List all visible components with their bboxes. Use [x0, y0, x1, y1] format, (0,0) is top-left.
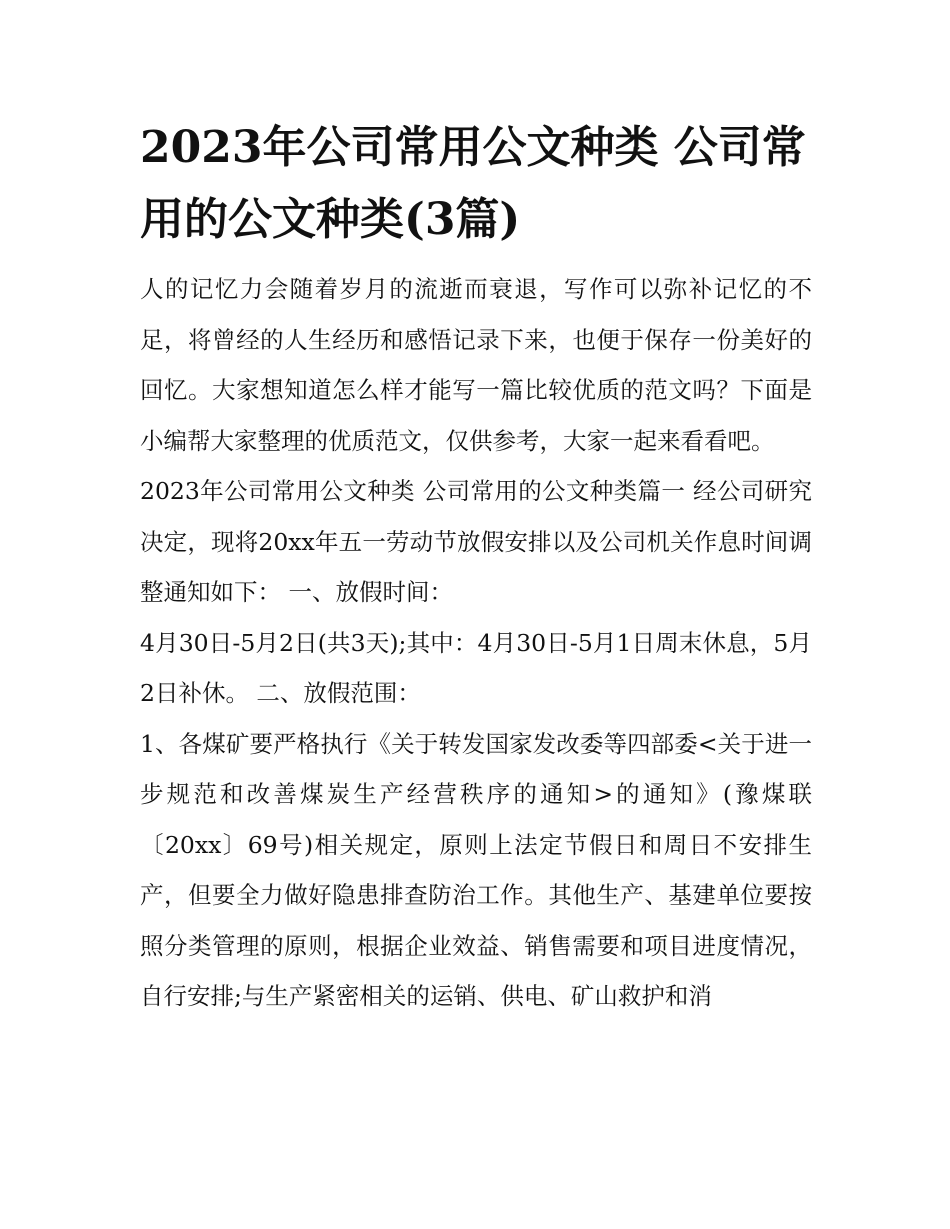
paragraph-holiday-time: 4月30日-5月2日(共3天);其中：4月30日-5月1日周末休息，5月2日补休。 二、放假范围：: [140, 628, 812, 707]
document-title: 2023年公司常用公文种类 公司常用的公文种类(3篇): [140, 122, 806, 245]
paragraph-holiday-scope: 1、各煤矿要严格执行《关于转发国家发改委等四部委<关于进一步规范和改善煤炭生产经营秩序的通知>的通知》(豫煤联〔20xx〕69号)相关规定，原则上法定节假日和周日不安排生产，但要全力做好隐患排查防治工作。其他生产、基建单位要按照分类管理的原则，根据企业效益、销售需要和项目进度情况，自行安排;与生产紧密相关的运销、供电、矿山救护和消: [140, 729, 812, 1010]
paragraph-notice: 2023年公司常用公文种类 公司常用的公文种类篇一 经公司研究决定，现将20xx年五一劳动节放假安排以及公司机关作息时间调整通知如下： 一、放假时间：: [140, 477, 812, 606]
document-body: [140, 112, 812, 1022]
paragraph-intro: 人的记忆力会随着岁月的流逝而衰退，写作可以弥补记忆的不足，将曾经的人生经历和感悟记录下来，也便于保存一份美好的回忆。大家想知道怎么样才能写一篇比较优质的范文吗？下面是小编帮大家整理的优质范文，仅供参考，大家一起来看看吧。: [140, 275, 812, 455]
